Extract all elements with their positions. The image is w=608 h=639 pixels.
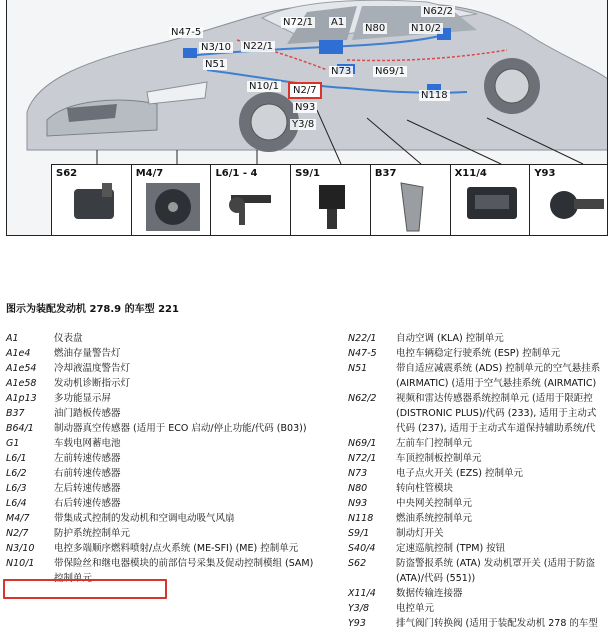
legend-row bbox=[348, 376, 608, 391]
switch-icon bbox=[52, 165, 134, 236]
legend-code: A1e58 bbox=[6, 378, 37, 389]
legend-desc: 带自适应减震系统 (ADS) 控制单元的空气悬挂系 bbox=[396, 363, 601, 374]
thumb-label: B37 bbox=[374, 168, 397, 179]
legend-code: Y3/8 bbox=[348, 603, 370, 614]
legend-desc: 电控车辆稳定行驶系统 (ESP) 控制单元 bbox=[396, 348, 561, 359]
legend-left-column bbox=[6, 331, 336, 586]
legend-desc: 带集成式控制的发动机和空调电动吸气风扇 bbox=[54, 513, 235, 524]
thumb-label: L6/1 - 4 bbox=[215, 168, 258, 179]
legend-row bbox=[6, 496, 336, 511]
legend-desc: 防护系统控制单元 bbox=[54, 528, 131, 539]
legend-code: L6/3 bbox=[6, 483, 27, 494]
legend-code: N80 bbox=[348, 483, 368, 494]
legend-desc: 代码 (237), 适用于主动式车道保持辅助系统/代 bbox=[396, 423, 596, 434]
thumb-label: X11/4 bbox=[454, 168, 487, 179]
pedal-icon bbox=[371, 165, 453, 236]
legend-row bbox=[6, 481, 336, 496]
legend-row bbox=[348, 601, 608, 616]
legend-row bbox=[348, 616, 608, 631]
legend-desc: 车顶控制板控制单元 bbox=[396, 453, 482, 464]
legend-row bbox=[6, 406, 336, 421]
callout-a1: A1 bbox=[331, 17, 345, 28]
legend-desc: 右后转速传感器 bbox=[54, 498, 121, 509]
legend-code: M4/7 bbox=[6, 513, 30, 524]
legend-code: A1p13 bbox=[6, 393, 37, 404]
legend-desc: 多功能显示屏 bbox=[54, 393, 112, 404]
thumb-label: S62 bbox=[56, 168, 78, 179]
legend-desc: 左后转速传感器 bbox=[54, 483, 121, 494]
legend-desc: 中央网关控制单元 bbox=[396, 498, 473, 509]
legend-code: N22/1 bbox=[348, 333, 377, 344]
legend-row bbox=[348, 436, 608, 451]
callout-n51: N51 bbox=[205, 59, 226, 70]
legend-desc: 电子点火开关 (EZS) 控制单元 bbox=[396, 468, 523, 479]
legend-code: X11/4 bbox=[348, 588, 376, 599]
legend-row bbox=[6, 391, 336, 406]
legend-desc: 冷却液温度警告灯 bbox=[54, 363, 131, 374]
legend-row bbox=[348, 541, 608, 556]
figure-caption: 图示为装配发动机 278.9 的车型 221 bbox=[6, 304, 179, 315]
legend-desc: 制动灯开关 bbox=[396, 528, 444, 539]
callout-n47-5: N47-5 bbox=[171, 27, 202, 38]
legend-desc: 仪表盘 bbox=[54, 333, 83, 344]
legend-code: G1 bbox=[6, 438, 20, 449]
legend-row bbox=[6, 556, 336, 571]
legend-desc: 燃油存量警告灯 bbox=[54, 348, 121, 359]
thumb-m4-7 bbox=[131, 164, 211, 236]
legend-row bbox=[6, 526, 336, 541]
highlight-box-n2-7 bbox=[3, 579, 167, 599]
thumb-label: S9/1 bbox=[295, 168, 320, 179]
legend-code: S40/4 bbox=[348, 543, 376, 554]
legend-desc: 视频和雷达传感器系统控制单元 (适用于限距控 bbox=[396, 393, 593, 404]
legend-row bbox=[348, 556, 608, 571]
legend-code bbox=[348, 376, 396, 391]
valve-icon bbox=[530, 165, 608, 236]
legend-desc: (DISTRONIC PLUS)/代码 (233), 适用于主动式 bbox=[396, 408, 597, 419]
legend-code: A1e4 bbox=[6, 348, 31, 359]
legend-desc: 制动器真空传感器 (适用于 ECO 启动/停止功能/代码 (B03)) bbox=[54, 423, 307, 434]
legend-desc: 定速巡航控制 (TPM) 按钮 bbox=[396, 543, 506, 554]
legend-code: L6/4 bbox=[6, 498, 27, 509]
legend-desc: 排气阀门转换阀 (适用于装配发动机 278 的车型 bbox=[396, 618, 598, 629]
legend-row bbox=[348, 391, 608, 406]
callout-n69-1: N69/1 bbox=[375, 66, 405, 77]
legend-row bbox=[6, 361, 336, 376]
legend-row bbox=[348, 496, 608, 511]
thumb-s9-1 bbox=[290, 164, 370, 236]
legend-row bbox=[348, 586, 608, 601]
legend-code: N118 bbox=[348, 513, 374, 524]
legend-code: A1e54 bbox=[6, 363, 37, 374]
legend-code: N51 bbox=[348, 363, 368, 374]
legend-row bbox=[6, 511, 336, 526]
callout-y3-8: Y3/8 bbox=[292, 119, 315, 130]
callout-n93: N93 bbox=[295, 102, 316, 113]
fan-icon bbox=[132, 165, 214, 236]
callout-n3-10: N3/10 bbox=[201, 42, 231, 53]
callout-n10-2: N10/2 bbox=[411, 23, 441, 34]
legend-desc: (AIRMATIC) (适用于空气悬挂系统 (AIRMATIC) bbox=[396, 378, 597, 389]
legend-code bbox=[348, 406, 396, 421]
legend-desc: 转向柱管模块 bbox=[396, 483, 454, 494]
component-thumbnails bbox=[51, 164, 608, 236]
legend-code: N69/1 bbox=[348, 438, 377, 449]
thumb-l6-1-4 bbox=[210, 164, 290, 236]
callout-n80: N80 bbox=[365, 23, 386, 34]
legend-row bbox=[6, 451, 336, 466]
legend-code: N3/10 bbox=[6, 543, 35, 554]
legend-code bbox=[348, 421, 396, 436]
legend-code: S62 bbox=[348, 558, 367, 569]
legend-row bbox=[6, 331, 336, 346]
legend-desc: 左前转速传感器 bbox=[54, 453, 121, 464]
legend-row bbox=[348, 481, 608, 496]
legend-code: L6/2 bbox=[6, 468, 27, 479]
legend-row bbox=[6, 421, 336, 436]
legend-desc: 控制单元 bbox=[54, 573, 93, 584]
legend-code: S9/1 bbox=[348, 528, 370, 539]
legend-desc: 右前转速传感器 bbox=[54, 468, 121, 479]
thumb-label: M4/7 bbox=[135, 168, 164, 179]
callout-n72-1: N72/1 bbox=[283, 17, 313, 28]
connector-icon bbox=[451, 165, 533, 236]
legend-row bbox=[6, 346, 336, 361]
legend-row bbox=[6, 466, 336, 481]
legend-code: B64/1 bbox=[6, 423, 34, 434]
callout-n2-7: N2/7 bbox=[288, 82, 322, 99]
thumb-s62 bbox=[51, 164, 131, 236]
legend-row bbox=[6, 376, 336, 391]
legend-code: N62/2 bbox=[348, 393, 377, 404]
legend-row bbox=[348, 406, 608, 421]
legend-code: N73 bbox=[348, 468, 368, 479]
thumb-y93 bbox=[529, 164, 608, 236]
legend-desc: 电控单元 bbox=[396, 603, 435, 614]
legend-desc: 燃油系统控制单元 bbox=[396, 513, 473, 524]
sensor-icon bbox=[211, 165, 293, 236]
legend-desc: 油门踏板传感器 bbox=[54, 408, 121, 419]
legend-row bbox=[348, 511, 608, 526]
legend-row bbox=[348, 421, 608, 436]
callout-n62-2: N62/2 bbox=[423, 6, 453, 17]
legend-code: A1 bbox=[6, 333, 19, 344]
legend-row bbox=[348, 361, 608, 376]
legend-code bbox=[348, 571, 396, 586]
legend-code: L6/1 bbox=[6, 453, 27, 464]
legend-desc: 自动空调 (KLA) 控制单元 bbox=[396, 333, 504, 344]
legend-desc: (ATA)/代码 (551)) bbox=[396, 573, 476, 584]
legend-row bbox=[6, 436, 336, 451]
legend-row bbox=[348, 451, 608, 466]
legend-code: B37 bbox=[6, 408, 25, 419]
callout-n10-1: N10/1 bbox=[249, 81, 279, 92]
thumb-b37 bbox=[370, 164, 450, 236]
legend-code: N93 bbox=[348, 498, 368, 509]
legend-right-column bbox=[348, 331, 608, 631]
thumb-label: Y93 bbox=[534, 168, 556, 179]
legend-desc: 车载电网蓄电池 bbox=[54, 438, 121, 449]
legend-desc: 电控多端顺序燃料喷射/点火系统 (ME-SFI) (ME) 控制单元 bbox=[54, 543, 299, 554]
legend-row bbox=[348, 331, 608, 346]
vehicle-diagram bbox=[6, 0, 608, 236]
legend-code: N2/7 bbox=[6, 528, 29, 539]
thumb-x11-4 bbox=[450, 164, 530, 236]
legend-code: Y93 bbox=[348, 618, 366, 629]
legend-row bbox=[348, 571, 608, 586]
legend-code: N72/1 bbox=[348, 453, 377, 464]
legend-desc: 数据传输连接器 bbox=[396, 588, 463, 599]
callout-n118: N118 bbox=[421, 90, 448, 101]
legend-desc: 防盗警报系统 (ATA) 发动机罩开关 (适用于防盗 bbox=[396, 558, 596, 569]
legend-code: N10/1 bbox=[6, 558, 35, 569]
legend-row bbox=[348, 466, 608, 481]
legend-row bbox=[6, 541, 336, 556]
callout-n22-1: N22/1 bbox=[243, 41, 273, 52]
legend-desc: 带保险丝和继电器模块的前部信号采集及促动控制模组 (SAM) bbox=[54, 558, 314, 569]
legend-row bbox=[348, 526, 608, 541]
legend-code: N47-5 bbox=[348, 348, 377, 359]
callout-n73: N73 bbox=[331, 66, 352, 77]
legend-desc: 左前车门控制单元 bbox=[396, 438, 473, 449]
legend-desc: 发动机诊断指示灯 bbox=[54, 378, 131, 389]
legend-row bbox=[348, 346, 608, 361]
brake-switch-icon bbox=[291, 165, 373, 236]
